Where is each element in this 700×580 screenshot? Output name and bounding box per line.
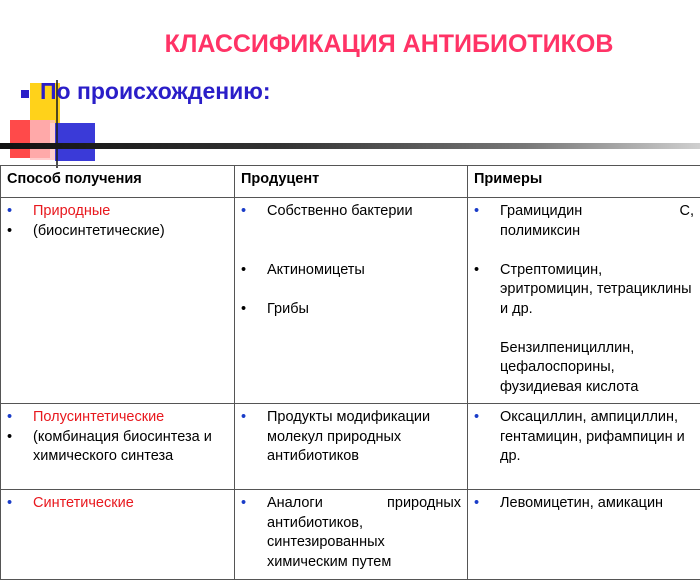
list-item: • Продукты модификации молекул природных антибиотиков [240, 408, 461, 467]
cell-method [1, 404, 235, 490]
list-item: • Собственно бактерии [240, 202, 461, 222]
list-item: • Природные [6, 202, 228, 222]
producer-text: антибиотиков, синтезированных химическим путем [267, 515, 391, 570]
list-item: • (биосинтетические) [6, 222, 228, 242]
table-row [1, 404, 700, 490]
list-item: • Полусинтетические [6, 408, 228, 428]
example-text: • Грамицидин [500, 202, 582, 222]
cell-method [1, 198, 235, 404]
example-text: Бензилпенициллин, цефалоспорины, фузидиевая кислота [500, 340, 638, 395]
cell-producer [235, 198, 468, 404]
cell-examples [468, 198, 700, 404]
header-producer: Продуцент [235, 166, 468, 198]
antibiotics-table [0, 165, 700, 580]
divider-line [0, 143, 700, 149]
producer-text: • Аналоги [267, 494, 323, 514]
cell-examples [468, 404, 700, 490]
list-item: • Стрептомицин, эритромицин, тетрациклины и др. [473, 261, 694, 320]
list-item [240, 494, 461, 572]
list-item: • Актиномицеты [240, 261, 461, 281]
list-item: • Левомицетин, амикацин [473, 494, 694, 514]
example-text: С, [680, 202, 695, 222]
list-item: • Синтетические [6, 494, 228, 514]
table-header-row [1, 166, 700, 198]
page-title: КЛАССИФИКАЦИЯ АНТИБИОТИКОВ [0, 30, 700, 59]
list-item-nobullet [473, 339, 694, 398]
list-item: • (комбинация биосинтеза и химического синтеза [6, 428, 228, 467]
cell-producer [235, 404, 468, 490]
list-item [473, 202, 694, 241]
list-item: • Оксациллин, ампициллин, гентамицин, рифампицин и др. [473, 408, 694, 467]
table-row [1, 490, 700, 580]
table-row [1, 198, 700, 404]
section-subtitle: По происхождению: [40, 78, 271, 105]
cell-examples [468, 490, 700, 580]
header-examples: Примеры [468, 166, 700, 198]
producer-text: природных [387, 494, 461, 514]
example-text: полимиксин [500, 223, 580, 239]
cell-method [1, 490, 235, 580]
list-item: • Грибы [240, 300, 461, 320]
cell-producer [235, 490, 468, 580]
header-method: Способ получения [1, 166, 235, 198]
